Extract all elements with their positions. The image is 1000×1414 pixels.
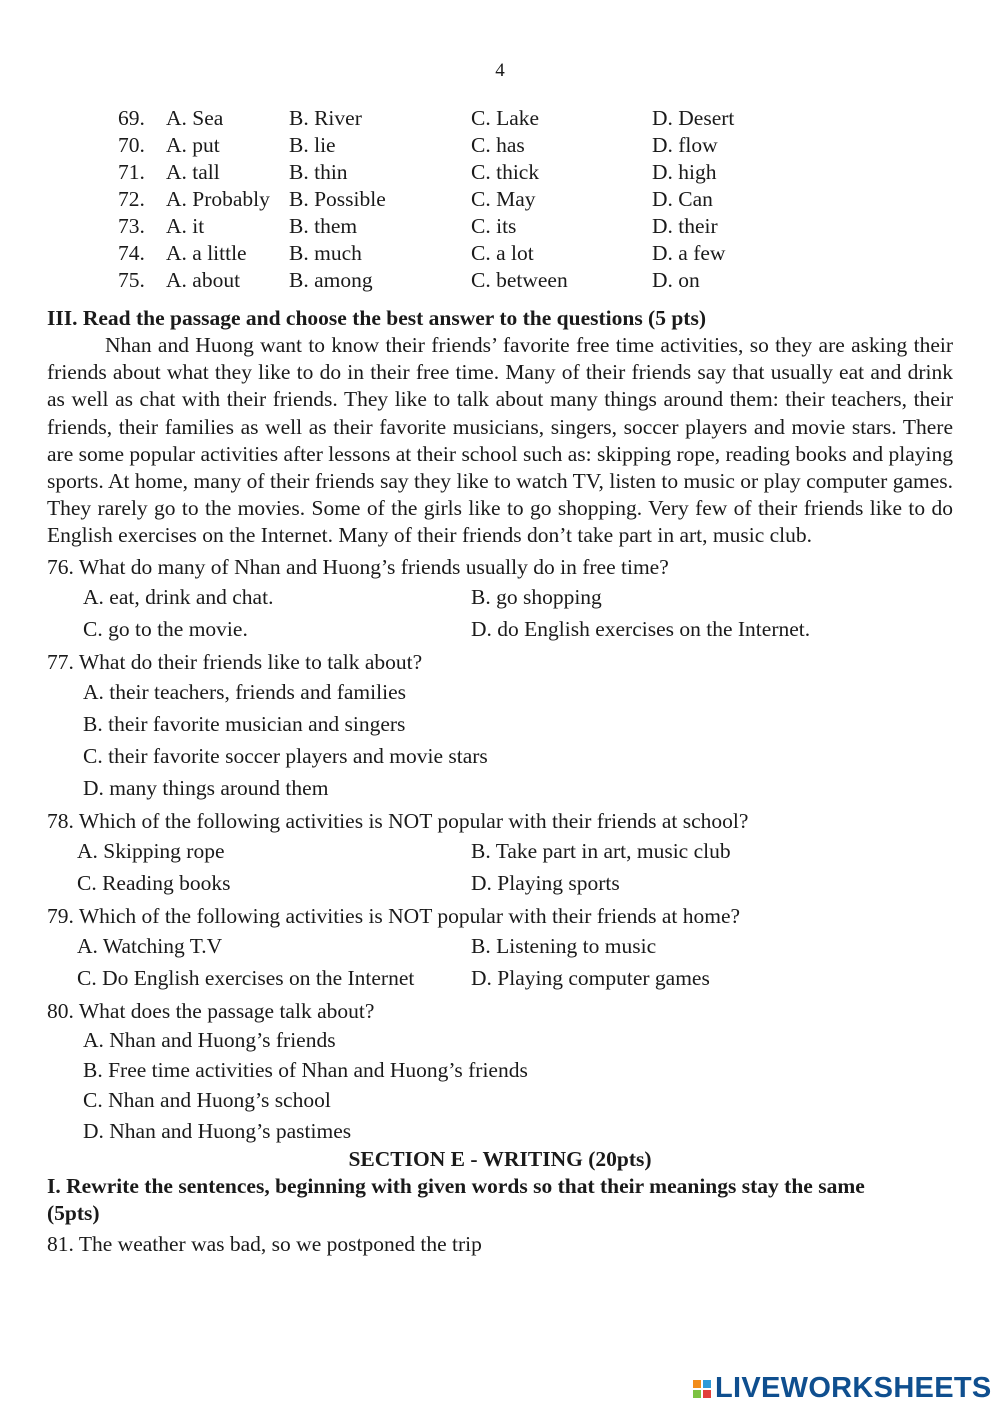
option-number: 69. [118,106,145,130]
answer-a: A. Nhan and Huong’s friends [83,1027,336,1052]
option-d: D. flow [652,133,718,157]
answer-c: C. their favorite soccer players and movie stars [83,743,488,768]
answer-row [47,581,953,613]
logo-square [693,1390,701,1398]
option-d: D. high [652,160,717,184]
writing-heading: I. Rewrite the sentences, beginning with given words so that their meanings stay the same [47,1174,865,1199]
option-d: D. on [652,268,700,292]
answer-b: B. their favorite musician and singers [83,711,406,736]
option-b: B. them [289,214,358,238]
answer-b: B. go shopping [471,584,602,609]
option-d: D. Desert [652,106,735,130]
answer-row [47,962,953,994]
question-80: 80. What does the passage talk about? [47,998,375,1023]
option-c: C. its [471,214,517,238]
option-b: B. lie [289,133,336,157]
option-b: B. Possible [289,187,386,211]
liveworksheets-logo [693,1372,992,1405]
answer-b: B. Free time activities of Nhan and Huong’s friends [83,1058,528,1083]
option-a: A. a little [166,241,247,265]
answer-row [47,867,953,899]
question-79: 79. Which of the following activities is NOT popular with their friends at home? [47,903,741,928]
option-number: 75. [118,268,145,292]
answer-c: C. go to the movie. [83,616,248,641]
option-b: B. among [289,268,373,292]
answer-c: C. Reading books [77,870,231,895]
answer-a: A. their teachers, friends and families [83,679,406,704]
answer-row [47,613,953,645]
answer-d: D. many things around them [83,775,329,800]
logo-square [703,1380,711,1388]
option-a: A. about [166,268,241,292]
answer-d: D. Playing computer games [471,965,710,990]
question-78: 78. Which of the following activities is NOT popular with their friends at school? [47,808,749,833]
question-77: 77. What do their friends like to talk about? [47,649,423,674]
option-a: A. Probably [166,187,270,211]
answer-row [47,930,953,962]
question-81: 81. The weather was bad, so we postponed the trip [47,1232,482,1257]
logo-mark-icon [693,1380,711,1398]
option-b: B. thin [289,160,348,184]
logo-square [693,1380,701,1388]
option-b: B. much [289,241,362,265]
reading-heading: III. Read the passage and choose the best answer to the questions (5 pts) [47,306,706,330]
option-d: D. a few [652,241,726,265]
option-a: A. tall [166,160,220,184]
option-number: 71. [118,160,145,184]
option-a: A. put [166,133,220,157]
answer-d: D. do English exercises on the Internet. [471,616,811,641]
reading-passage: Nhan and Huong want to know their friends’ favorite free time activities, so they are asking their friends about what they like to do in their free time. Many of their friends say that usually eat and drink as well as chat with their friends. They like to talk about many things around them: their teachers, their friends, their families as well as their favorite musicians, singers, soccer players and movie stars. There are some popular activities after lessons at their school such as: skipping rope, reading books and playing sports. At home, many of their friends say they like to watch TV, listen to music or play computer games. They rarely go to the movies. Some of the girls like to go shopping. Very few of their friends like to do English exercises on the Internet. Many of their friends don’t take part in art, music club. [47,333,953,548]
writing-heading-points: (5pts) [47,1201,100,1226]
answer-b: B. Take part in art, music club [471,838,731,863]
option-c: C. May [471,187,536,211]
question-76: 76. What do many of Nhan and Huong’s friends usually do in free time? [47,554,669,579]
answer-c: C. Nhan and Huong’s school [83,1088,331,1113]
section-title: SECTION E - WRITING (20pts) [348,1147,652,1172]
option-number: 72. [118,187,145,211]
main-content [47,305,953,1258]
option-number: 73. [118,214,145,238]
option-c: C. Lake [471,106,540,130]
answer-d: D. Nhan and Huong’s pastimes [83,1118,352,1143]
option-c: C. has [471,133,525,157]
option-c: C. a lot [471,241,534,265]
page-number: 4 [495,60,505,81]
answer-a: A. eat, drink and chat. [83,584,274,609]
option-b: B. River [289,106,362,130]
option-a: A. it [166,214,205,238]
option-number: 74. [118,241,145,265]
answer-a: A. Skipping rope [77,838,225,863]
answer-a: A. Watching T.V [77,933,223,958]
option-d: D. their [652,214,718,238]
option-c: C. between [471,268,568,292]
logo-square [703,1390,711,1398]
answer-c: C. Do English exercises on the Internet [77,965,415,990]
option-a: A. Sea [166,106,224,130]
option-d: D. Can [652,187,713,211]
option-number: 70. [118,133,145,157]
option-c: C. thick [471,160,540,184]
logo-text: LIVEWORKSHEETS [715,1372,992,1404]
answer-row [47,835,953,867]
answer-b: B. Listening to music [471,933,657,958]
answer-d: D. Playing sports [471,870,620,895]
